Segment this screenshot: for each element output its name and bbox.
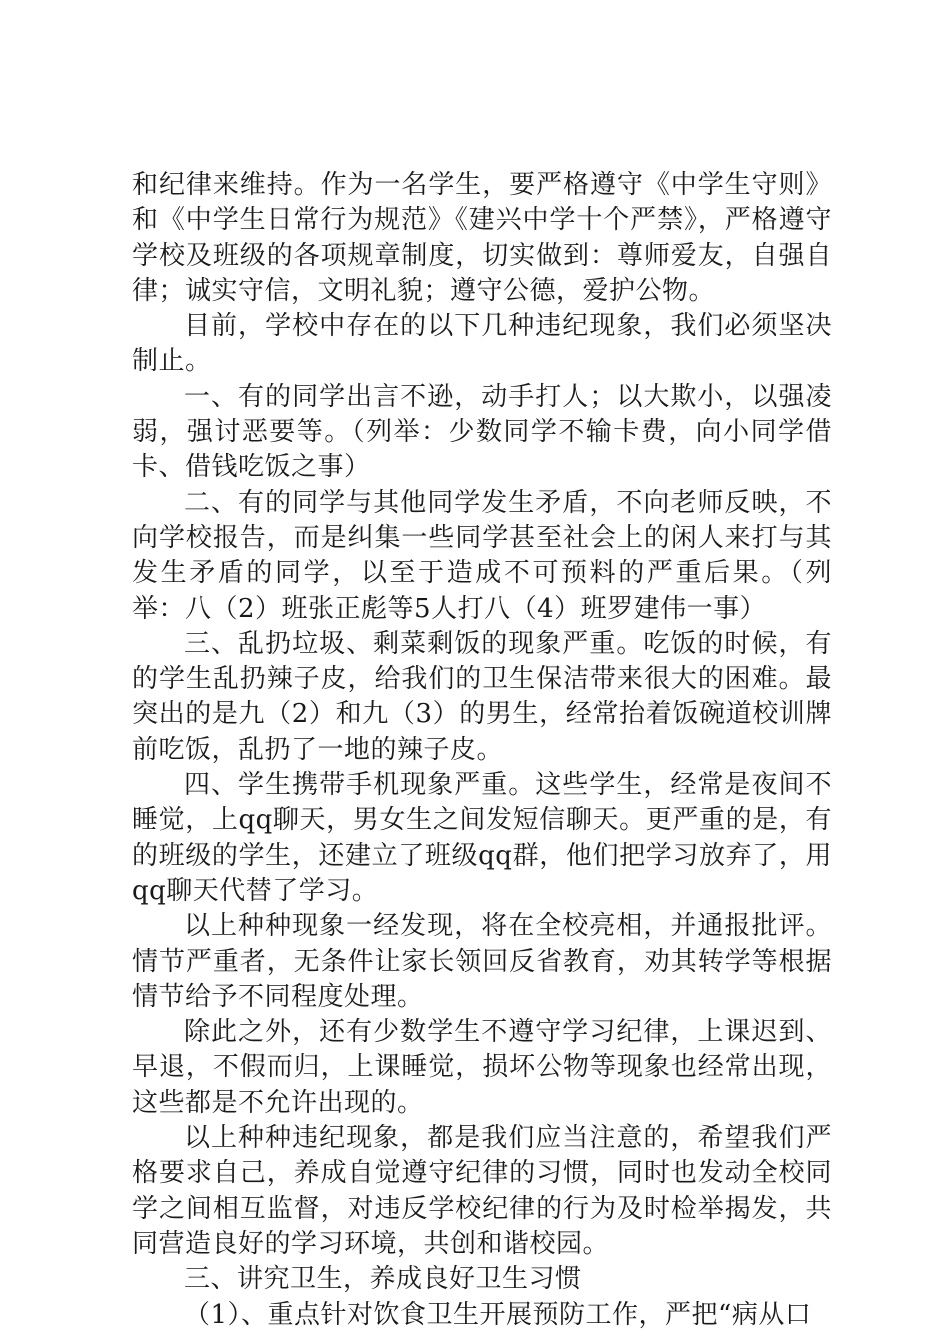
paragraph: 和纪律来维持。作为一名学生，要严格遵守《中学生守则》和《中学生日常行为规范》《建兴中学十个严禁》，严格遵守学校及班级的各项规章制度，切实做到：尊师爱友，自强自律；诚实守信，文明礼貌；遵守公德，爱护公物。: [132, 170, 832, 306]
paragraph: 目前，学校中存在的以下几种违纪现象，我们必须坚决制止。: [132, 311, 832, 377]
paragraph: 三、乱扔垃圾、剩菜剩饭的现象严重。吃饭的时候，有的学生乱扔辣子皮，给我们的卫生保洁带来很大的困难。最突出的是九（2）和九（3）的男生，经常抬着饭碗道校训牌前吃饭，乱扔了一地的辣子皮。: [132, 628, 832, 765]
paragraph: 除此之外，还有少数学生不遵守学习纪律，上课迟到、早退，不假而归，上课睡觉，损坏公物等现象也经常出现，这些都是不允许出现的。: [132, 1017, 832, 1118]
paragraph: 二、有的同学与其他同学发生矛盾，不向老师反映，不向学校报告，而是纠集一些同学甚至社会上的闲人来打与其发生矛盾的同学，以至于造成不可预料的严重后果。（列举：八（2）班张正彪等5人打八（4）班罗建伟一事）: [132, 487, 832, 624]
paragraph: 以上种种违纪现象，都是我们应当注意的，希望我们严格要求自己，养成自觉遵守纪律的习惯，同时也发动全校同学之间相互监督，对违反学校纪律的行为及时检举揭发，共同营造良好的学习环境，共创和谐校园。: [132, 1123, 832, 1259]
paragraph: 四、学生携带手机现象严重。这些学生，经常是夜间不睡觉，上qq聊天，男女生之间发短信聊天。更严重的是，有的班级的学生，还建立了班级qq群，他们把学习放弃了，用qq聊天代替了学习。: [132, 770, 832, 906]
paragraph: 一、有的同学出言不逊，动手打人；以大欺小，以强凌弱，强讨恶要等。（列举：少数同学不输卡费，向小同学借卡、借钱吃饭之事）: [132, 381, 832, 483]
paragraph: 以上种种现象一经发现，将在全校亮相，并通报批评。情节严重者，无条件让家长领回反省教育，劝其转学等根据情节给予不同程度处理。: [132, 911, 832, 1012]
paragraph: （1）、重点针对饮食卫生开展预防工作，严把“病从口: [184, 1299, 812, 1330]
section-heading: 三、讲究卫生，养成良好卫生习惯: [184, 1264, 582, 1295]
document-body: [132, 168, 832, 1333]
